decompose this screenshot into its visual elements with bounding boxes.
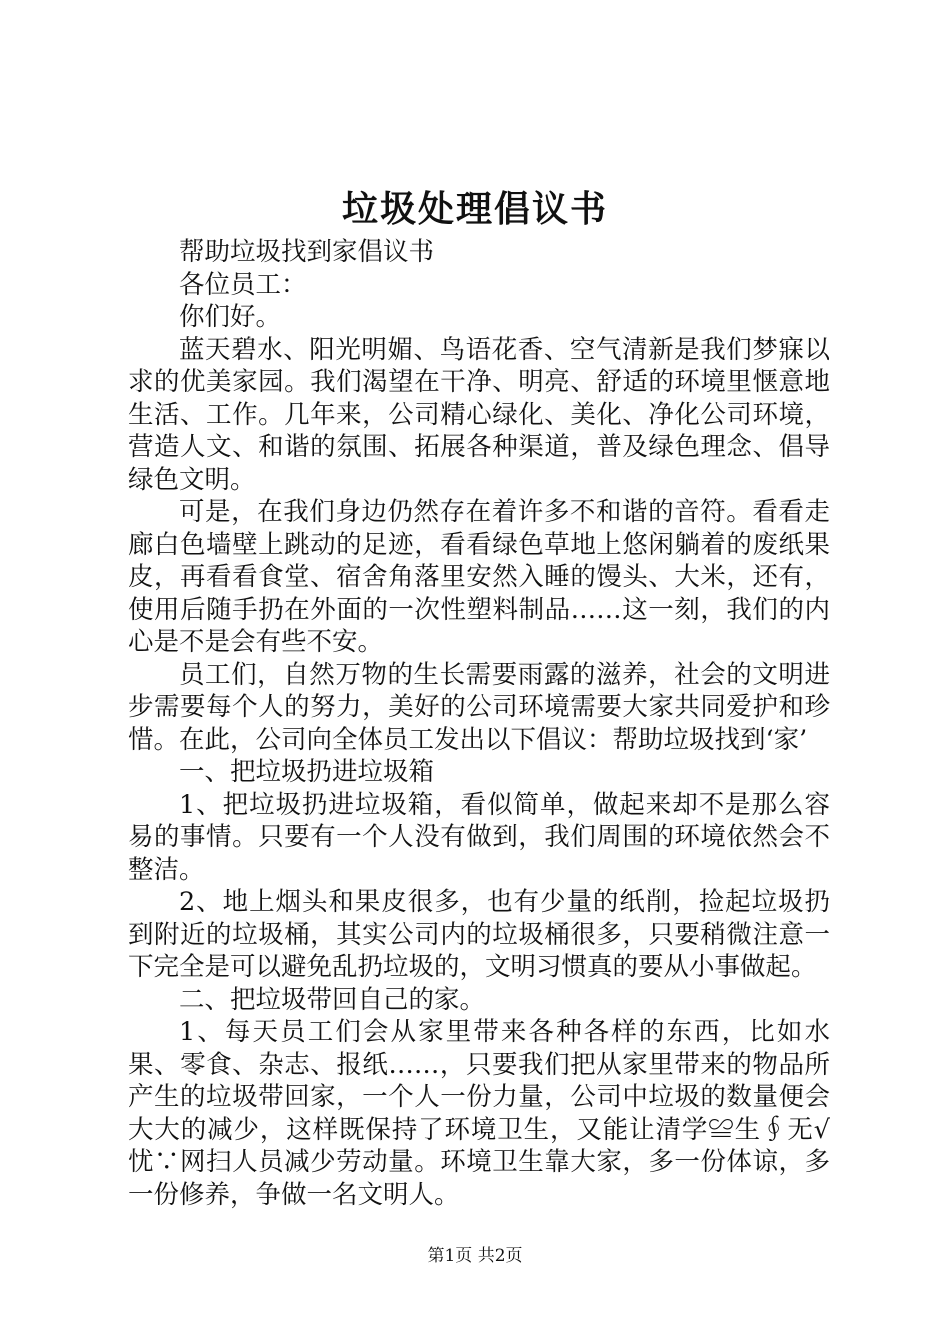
paragraph-item-1-2: 2、地上烟头和果皮很多，也有少量的纸削，捡起垃圾扔到附近的垃圾桶，其实公司内的垃圾桶很多，只要稍微注意一下完全是可以避免乱扔垃圾的，文明习惯真的要从小事做起。 xyxy=(128,887,830,982)
section-heading-2: 二、把垃圾带回自己的家。 xyxy=(179,984,486,1015)
document-title: 垃圾处理倡议书 xyxy=(341,188,608,230)
paragraph-item-1-1: 1、把垃圾扔进垃圾箱，看似简单，做起来却不是那么容易的事情。只要有一个人没有做到，我们周围的环境依然会不整洁。 xyxy=(128,789,830,885)
paragraph-salutation: 各位员工： xyxy=(179,269,307,300)
paragraph-problem: 可是，在我们身边仍然存在着许多不和谐的音符。看看走廊白色墙壁上跳动的足迹，看看绿色草地上悠闲躺着的废纸果皮，再看看食堂、宿舍角落里安然入睡的馒头、大米，还有，使用后随手扔在外面的一次性塑料制品……这一刻，我们的内心是不是会有些不安。 xyxy=(128,497,830,657)
paragraph-greeting: 你们好。 xyxy=(179,302,282,332)
paragraph-intro: 蓝天碧水、阳光明媚、鸟语花香、空气清新是我们梦寐以求的优美家园。我们渴望在干净、明亮、舒适的环境里惬意地生活、工作。几年来，公司精心绿化、美化、净化公司环境，营造人文、和谐的氛围、拓展各种渠道，普及绿色理念、倡导绿色文明。 xyxy=(128,334,830,495)
paragraph-call: 员工们，自然万物的生长需要雨露的滋养，社会的文明进步需要每个人的努力，美好的公司环境需要大家共同爱护和珍惜。在此，公司向全体员工发出以下倡议：帮助垃圾找到‘家’ xyxy=(128,659,830,755)
paragraph-subtitle: 帮助垃圾找到家倡议书 xyxy=(179,237,435,267)
section-heading-1: 一、把垃圾扔进垃圾箱 xyxy=(179,757,435,787)
paragraph-item-2-1: 1、每天员工们会从家里带来各种各样的东西，比如水果、零食、杂志、报纸……，只要我们把从家里带来的物品所产生的垃圾带回家，一个人一份力量，公司中垃圾的数量便会大大的减少，这样既保持了环境卫生，又能让清学≌生∮无√忧∵网扫人员减少劳动量。环境卫生靠大家，多一份体谅，多一份修养，争做一名文明人。 xyxy=(128,1017,830,1210)
document-body xyxy=(128,236,830,1211)
page-number: 第1页 共2页 xyxy=(427,1246,523,1266)
